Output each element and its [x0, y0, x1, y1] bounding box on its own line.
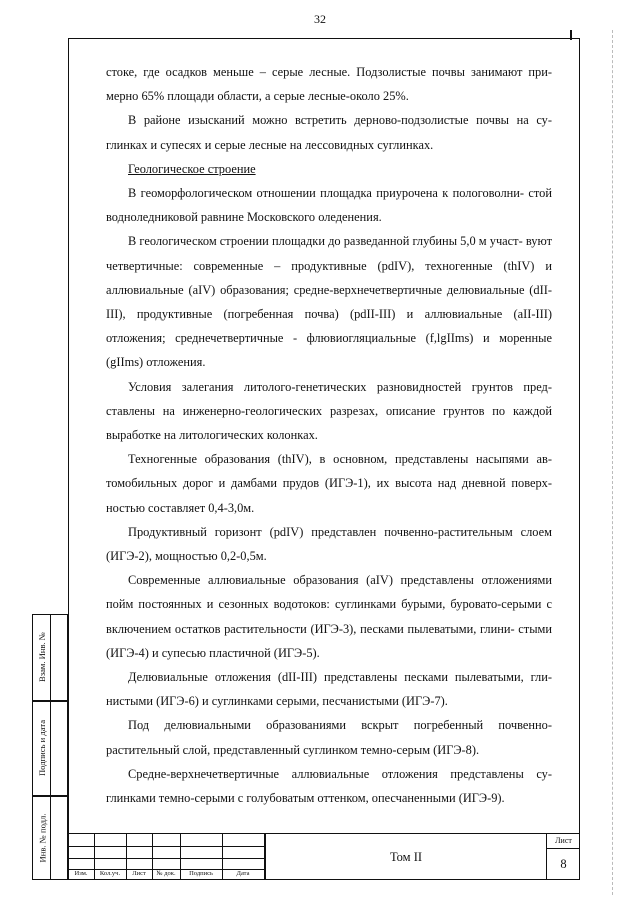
paragraph-4: В геологическом строении площадки до разведанной глубины 5,0 м участ- вуют четвертичные: современные – продуктивные (pdIV), техногенные (thIV) и аллювиальные (aIV) образования; средне-верхнечетвертичные делювиальные (dII-III), продуктивные (погребенная почва) (pdII-III) и аллювиальные (aII-III) отложения; среднечетвертичные - флювиогляциальные (f,lgIIms) и моренные (gIIms) отложения.	[106, 234, 552, 370]
outer-cut-line	[612, 30, 614, 895]
side-label-signature-date: Подпись и дата	[37, 719, 48, 776]
col-koluch: Кол.уч.	[99, 870, 121, 877]
paragraph-9: Делювиальные отложения (dII-III) представлены песками пылеватыми, гли- нистыми (ИГЭ-6) и суглинками серыми, песчанистыми (ИГЭ-7).	[106, 670, 552, 709]
document-title: Том II	[389, 849, 423, 864]
paragraph-5: Условия залегания литолого-генетических разновидностей грунтов пред- ставлены на инженерно-геологических разрезах, описание грунтов по каждой выработке на литологических колонках.	[106, 379, 552, 443]
col-doc: № док.	[156, 870, 176, 877]
body-text	[106, 60, 552, 810]
paragraph-1: стоке, где осадков меньше – серые лесные. Подзолистые почвы занимают при- мерно 65% площади области, а серые лесные-около 25%.	[106, 65, 552, 104]
title-block	[68, 833, 580, 880]
col-list: Лист	[132, 870, 146, 877]
col-date: Дата	[236, 870, 250, 877]
sheet-label: Лист	[547, 834, 580, 849]
sheet-box	[546, 834, 580, 880]
col-izm: Изм.	[74, 870, 88, 877]
paragraph-10: Под делювиальными образованиями вскрыт погребенный почвенно- растительный слой, представленный суглинком темно-серым (ИГЭ-8).	[106, 718, 552, 757]
side-label-original-inv: Инв. № подл.	[37, 813, 47, 862]
side-label-replaced-inv: Взам. Инв. №	[37, 631, 48, 683]
revision-captions	[68, 870, 264, 880]
frame-tick	[570, 30, 572, 40]
paragraph-11: Средне-верхнечетвертичные аллювиальные отложения представлены су- глинками темно-серыми с голубоватым оттенком, опесчаненными (ИГЭ-9).	[106, 766, 552, 806]
paragraph-6: Техногенные образования (thIV), в основном, представлены насыпями ав- томобильных дорог и дамбами прудов (ИГЭ-1), их высота над дневной поверх- ностью составляет 0,4-3,0м.	[106, 452, 552, 515]
sheet-number: 8	[560, 857, 567, 871]
page-number: 32	[314, 12, 326, 26]
paragraph-3: В геоморфологическом отношении площадка приурочена к пологоволни- стой водноледниковой равнине Московского оледенения.	[106, 186, 552, 225]
side-strip-blank	[50, 614, 68, 880]
col-signature: Подпись	[189, 870, 213, 877]
paragraph-2: В районе изысканий можно встретить дерново-подзолистые почвы на су- глинках и супесях и серые лесные на лессовидных суглинках.	[106, 113, 552, 152]
section-heading-geology: Геологическое строение	[128, 161, 256, 176]
paragraph-8: Современные аллювиальные образования (aIV) представлены отложениями пойм постоянных и сезонных водотоков: суглинками бурыми, буровато-серыми с включением остатков растительности (ИГЭ-3), песками пылеватыми, глини- стыми (ИГЭ-4) и супесью пластичной (ИГЭ-5).	[106, 573, 552, 660]
paragraph-7: Продуктивный горизонт (pdIV) представлен почвенно-растительным слоем (ИГЭ-2), мощностью 0,2-0,5м.	[106, 524, 552, 564]
